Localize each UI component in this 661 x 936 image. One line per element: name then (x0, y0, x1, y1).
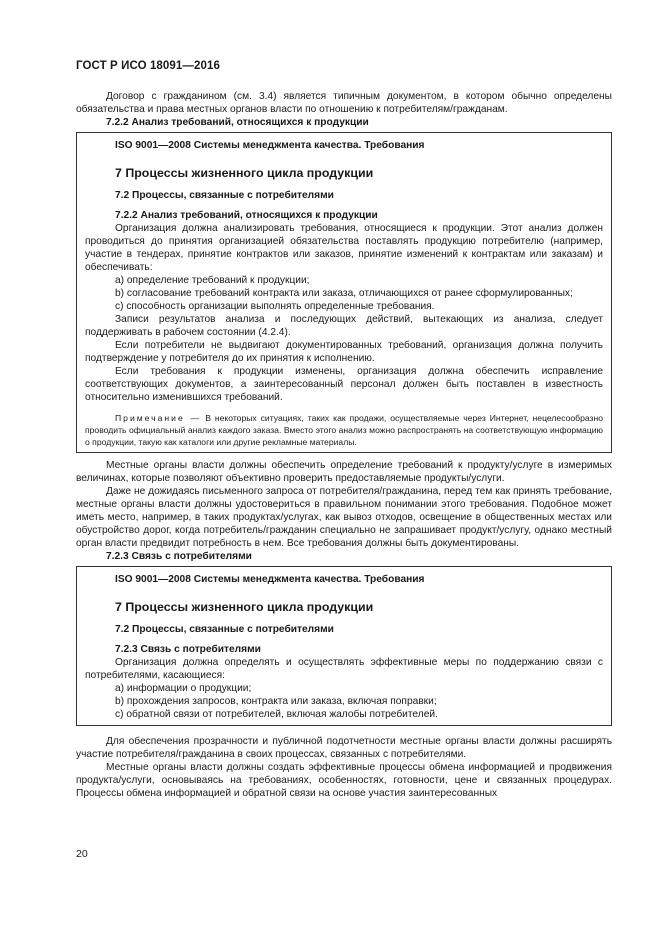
section-heading-7-2-2: 7.2.2 Анализ требований, относящихся к продукции (106, 117, 369, 128)
box-list-item: b) согласование требований контракта или заказа, отличающихся от ранее сформулированных; (115, 288, 573, 299)
body-paragraph: Для обеспечения прозрачности и публичной подотчетности местные органы власти должны расширять участие потребителя/гражданина в своих процессах, связанных с потребителями. (76, 736, 612, 760)
box-paragraph: Записи результатов анализа и последующих действий, вытекающих из анализа, следует поддерживать в рабочем состоянии (4.2.4). (85, 314, 603, 338)
box-heading-3: 7.2.2 Анализ требований, относящихся к продукции (115, 210, 378, 221)
document-header: ГОСТ Р ИСО 18091—2016 (76, 60, 221, 72)
box-list-item: c) обратной связи от потребителей, включая жалобы потребителей. (115, 709, 438, 720)
intro-paragraph: Договор с гражданином (см. 3.4) является типичным документом, в котором обычно определены обязательства и права местных органов власти по отношению к потребителям/гражданам. (76, 91, 612, 115)
box-heading-1: 7 Процессы жизненного цикла продукции (115, 600, 374, 614)
box-heading-2: 7.2 Процессы, связанные с потребителями (115, 190, 334, 201)
box-list-item: c) способность организации выполнять определенные требования. (115, 301, 435, 312)
box-paragraph: Если требования к продукции изменены, организация должна обеспечить исправление соответствующих документов, а заинтересованный персонал должен быть поставлен в известность относительно изменившихся требований. (85, 366, 603, 403)
box-paragraph: Если потребители не выдвигают документированных требований, организация должна получить подтверждение у потребителя до их принятия к исполнению. (85, 340, 603, 364)
box-list-item: b) прохождения запросов, контракта или заказа, включая поправки; (115, 696, 437, 707)
quote-box-iso-7-2-3 (76, 566, 612, 726)
box-paragraph: Организация должна определять и осуществлять эффективные меры по поддержанию связи с потребителями, касающиеся: (85, 657, 603, 681)
note-label: Примечание — (115, 413, 202, 423)
body-paragraph: Даже не дожидаясь письменного запроса от потребителя/гражданина, перед тем как принять требование, местные органы власти должны удостовериться в правильном понимании этого требования. Подобное может иметь место, например, в таких продуктах/услугах, как вывоз отходов, освещение в общественных местах или обустройство дорог, когда потребитель/гражданин специально не запрашивает продукт/услугу, однако местный орган власти предвидит потребность в нем. Все требования должны быть документированы. (76, 486, 612, 549)
box-heading-3: 7.2.3 Связь с потребителями (115, 644, 261, 655)
box-heading-2: 7.2 Процессы, связанные с потребителями (115, 624, 334, 635)
box-paragraph: Организация должна анализировать требования, относящиеся к продукции. Этот анализ должен проводиться до принятия организацией обязательства поставлять продукцию потребителю (например, участие в тендерах, принятие контрактов или заказов, принятие изменений к контрактам или заказам) и обеспечивать: (85, 223, 603, 273)
box-standard-title: ISO 9001—2008 Системы менеджмента качества. Требования (115, 140, 425, 151)
box-standard-title: ISO 9001—2008 Системы менеджмента качества. Требования (115, 574, 425, 585)
note-text: В некоторых ситуациях, таких как продажи, осуществляемые через Интернет, нецелесообразно проводить официальный анализ каждого заказа. Вместо этого анализ можно распространять на соответствующую информацию о продукции, такую как каталоги или другие рекламные материалы. (85, 413, 603, 447)
box-list-item: a) информации о продукции; (115, 683, 252, 694)
box-list-item: a) определение требований к продукции; (115, 275, 310, 286)
body-paragraph: Местные органы власти должны обеспечить определение требований к продукту/услуге в измеримых величинах, которые позволяют объективно проверить предоставляемые продукты/услуги. (76, 460, 612, 484)
box-note (85, 412, 603, 448)
page-number: 20 (76, 848, 88, 860)
page-content (76, 90, 612, 800)
quote-box-iso-7-2-2 (76, 132, 612, 453)
body-paragraph: Местные органы власти должны создать эффективные процессы обмена информацией и продвижения продукта/услуги, основываясь на требованиях, особенностях, готовности, цене и связанных процедурах. Процессы обмена информацией и обратной связи на основе участия заинтересованных (76, 762, 612, 799)
box-heading-1: 7 Процессы жизненного цикла продукции (115, 166, 374, 180)
section-heading-7-2-3: 7.2.3 Связь с потребителями (106, 551, 252, 562)
